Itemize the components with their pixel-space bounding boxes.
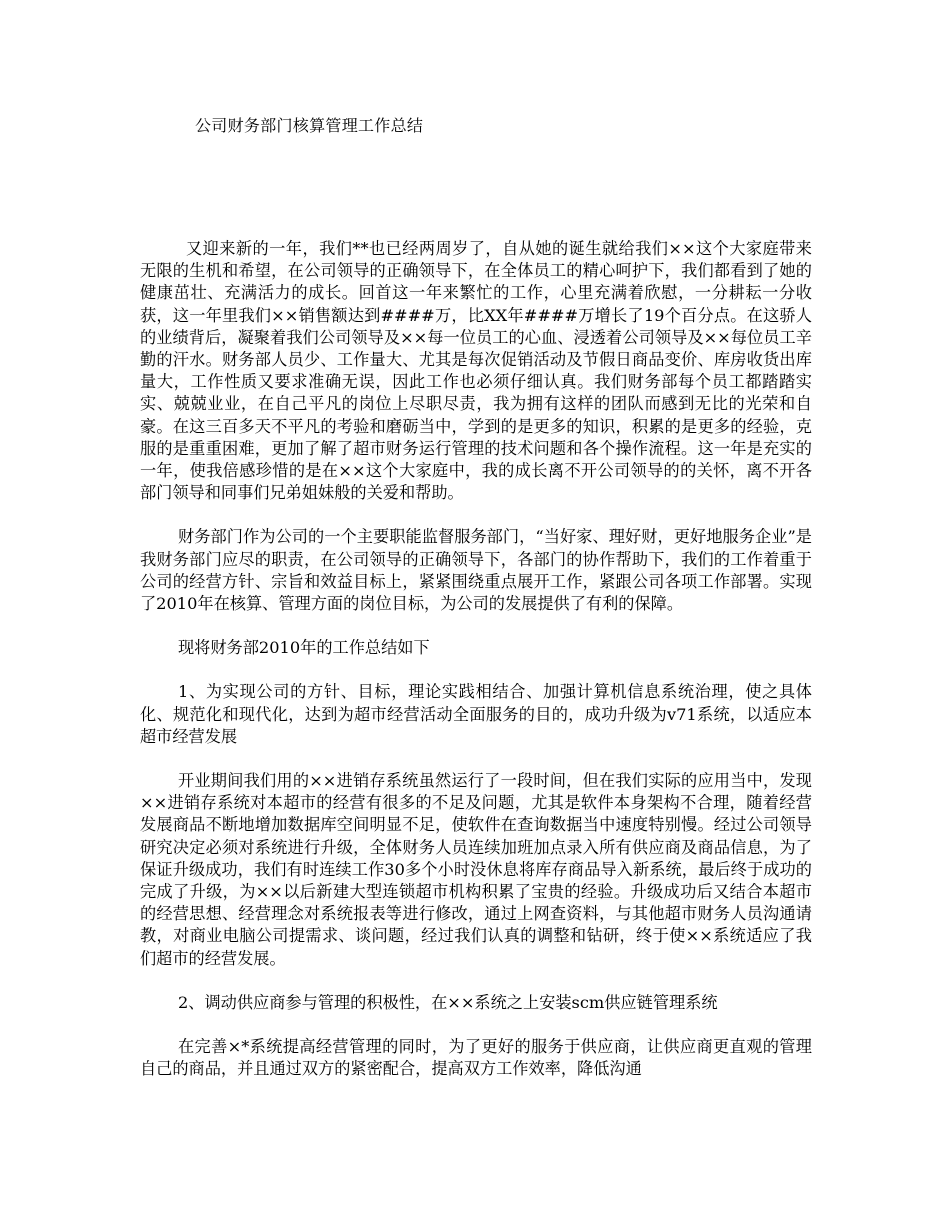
section-heading-2: 2、调动供应商参与管理的积极性，在××系统之上安装scm供应链管理系统	[178, 992, 718, 1012]
paragraph-summary-heading: 现将财务部2010年的工作总结如下	[178, 638, 430, 658]
paragraph-intro: 又迎来新的一年，我们**也已经两周岁了，自从她的诞生就给我们××这个大家庭带来无限的生机和希望，在公司领导的正确领导下，在全体员工的精心呵护下，我们都看到了她的健康茁壮、充满活力的成长。回首这一年来繁忙的工作，心里充满着欣慰，一分耕耘一分收获，这一年里我们××销售额达到####万，比XX年####万增长了19个百分点。在这骄人的业绩背后，凝聚着我们公司领导及××每一位员工的心血、浸透着公司领导及××每位员工辛勤的汗水。财务部人员少、工作量大、尤其是每次促销活动及节假日商品变价、库房收货出库量大，工作性质又要求准确无误，因此工作也必须仔细认真。我们财务部每个员工都踏踏实实、兢兢业业，在自己平凡的岗位上尽职尽责，我为拥有这样的团队而感到无比的光荣和自豪。在这三百多天不平凡的考验和磨砺当中，学到的是更多的知识，积累的是更多的经验，克服的是重重困难，更加了解了超市财务运行管理的技术问题和各个操作流程。这一年是充实的一年，使我倍感珍惜的是在××这个大家庭中，我的成长离不开公司领导的的关怀，离不开各部门领导和同事们兄弟姐妹般的关爱和帮助。	[140, 239, 812, 503]
document-title: 公司财务部门核算管理工作总结	[195, 116, 424, 135]
document-body	[140, 238, 812, 1103]
paragraph-scm: 在完善×*系统提高经营管理的同时，为了更好的服务于供应商，让供应商更直观的管理自己的商品，并且通过双方的紧密配合，提高双方工作效率，降低沟通	[140, 1037, 812, 1079]
section-heading-1: 1、为实现公司的方针、目标，理论实践相结合、加强计算机信息系统治理，使之具体化、规范化和现代化，达到为超市经营活动全面服务的目的，成功升级为v71系统，以适应本超市经营发展	[140, 682, 812, 746]
paragraph-system-upgrade: 开业期间我们用的××进销存系统虽然运行了一段时间，但在我们实际的应用当中，发现××进销存系统对本超市的经营有很多的不足及问题，尤其是软件本身架构不合理，随着经营发展商品不断地增加数据库空间明显不足，使软件在查询数据当中速度特别慢。经过公司领导研究决定必须对系统进行升级，全体财务人员连续加班加点录入所有供应商及商品信息，为了保证升级成功，我们有时连续工作30多个小时没休息将库存商品导入新系统，最后终于成功的完成了升级，为××以后新建大型连锁超市机构积累了宝贵的经验。升级成功后又结合本超市的经营思想、经营理念对系统报表等进行修改，通过上网查资料，与其他超市财务人员沟通请教，对商业电脑公司提需求、谈问题，经过我们认真的调整和钻研，终于使××系统适应了我们超市的经营发展。	[140, 771, 812, 968]
paragraph-role: 财务部门作为公司的一个主要职能监督服务部门，“当好家、理好财，更好地服务企业”是我财务部门应尽的职责，在公司领导的正确领导下，各部门的协作帮助下，我们的工作着重于公司的经营方针、宗旨和效益目标上，紧紧围绕重点展开工作，紧跟公司各项工作部署。实现了2010年在核算、管理方面的岗位目标，为公司的发展提供了有利的保障。	[140, 527, 812, 614]
